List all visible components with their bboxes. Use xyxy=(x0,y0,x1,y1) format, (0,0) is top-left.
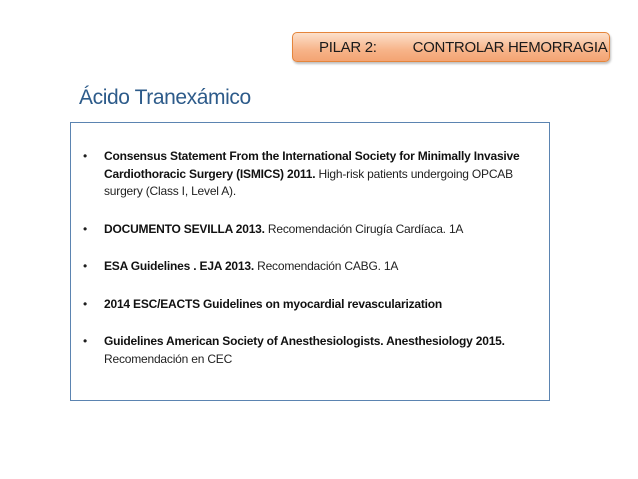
item-text: Recomendación en CEC xyxy=(104,351,233,366)
list-item xyxy=(83,296,541,314)
item-bold-text: DOCUMENTO SEVILLA 2013. xyxy=(104,221,265,236)
item-bold-text: 2014 ESC/EACTS Guidelines on myocardial revascularization xyxy=(104,296,443,311)
list-item xyxy=(83,148,541,201)
bullet-icon: • xyxy=(83,221,88,236)
item-bold-text: ESA Guidelines . EJA 2013. xyxy=(104,259,254,273)
pillar-banner xyxy=(292,32,610,62)
item-text: High-risk patients undergoing OPCAB surgery (Class I, Level A). xyxy=(104,166,513,198)
slide-title: Ácido Tranexámico xyxy=(79,86,251,109)
bullet-icon: • xyxy=(83,149,88,163)
bullet-icon: • xyxy=(83,259,88,273)
pillar-label: PILAR 2: xyxy=(319,38,377,56)
item-bold-text: Consensus Statement From the International Society for Minimally Invasive Cardiothoracic Surgery (ISMICS) 2011. xyxy=(104,149,520,181)
list-item xyxy=(83,221,541,239)
list-item xyxy=(83,258,541,276)
pillar-text: CONTROLAR HEMORRAGIA xyxy=(412,38,608,56)
bullet-icon: • xyxy=(83,334,88,348)
item-text: Recomendación CABG. 1A xyxy=(253,259,399,273)
list-item xyxy=(83,333,541,368)
content-box xyxy=(70,122,550,401)
item-bold-text: Guidelines American Society of Anesthesiologists. Anesthesiology 2015. xyxy=(104,334,505,348)
item-text: Recomendación Cirugía Cardíaca. 1A xyxy=(264,221,464,236)
bullet-list xyxy=(83,148,541,368)
bullet-icon: • xyxy=(83,296,88,311)
